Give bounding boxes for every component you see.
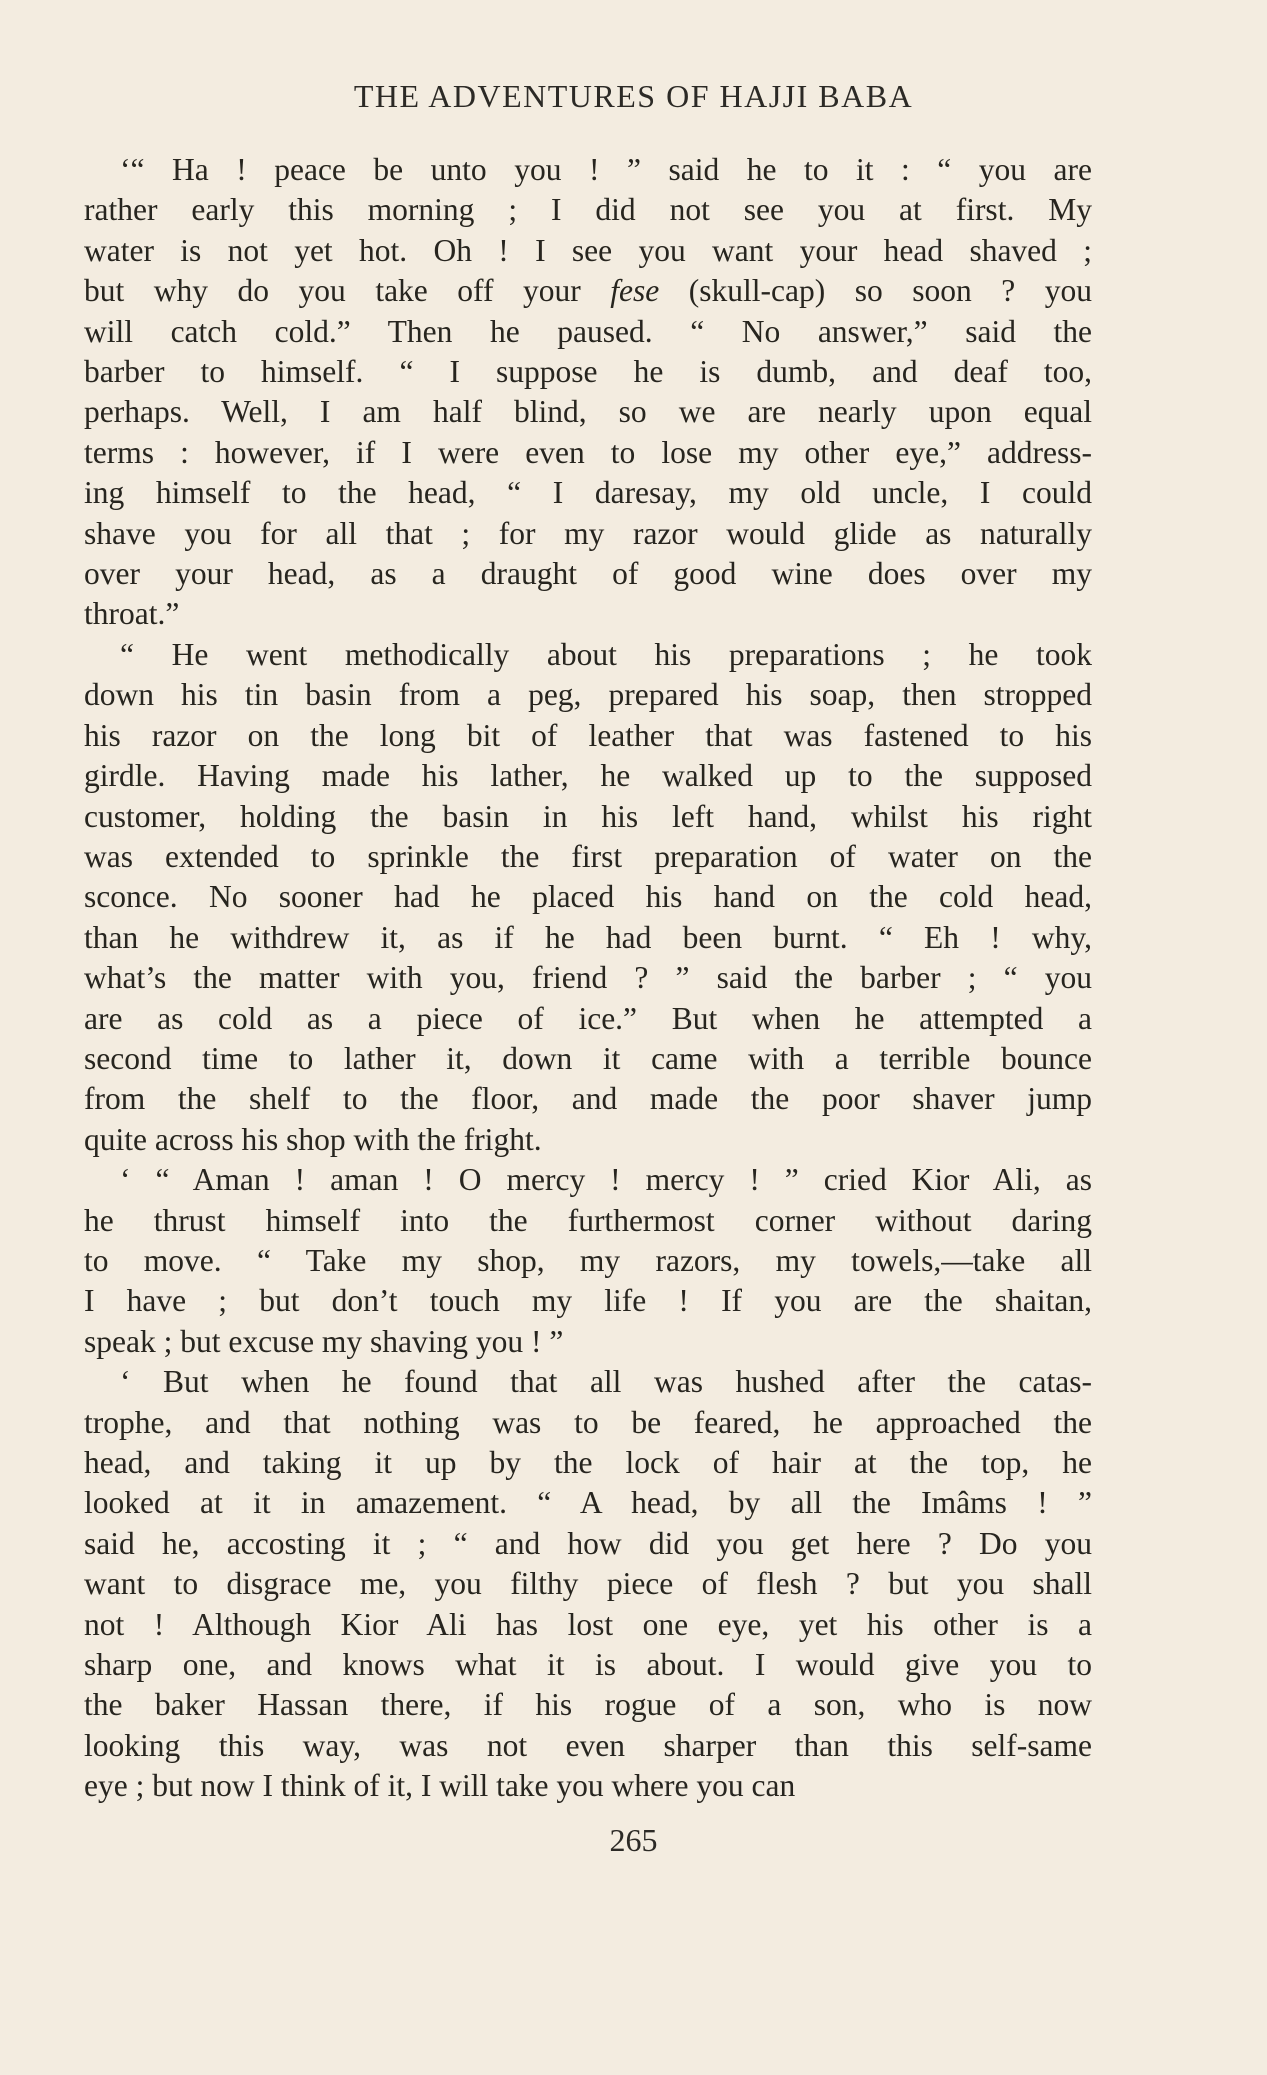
text-line: the baker Hassan there, if his rogue of a son, who is now (84, 1687, 1092, 1723)
text-line: shave you for all that ; for my razor would glide as naturally (84, 515, 1092, 551)
text-line: speak ; but excuse my shaving you ! ” (84, 1323, 564, 1359)
text-line: trophe, and that nothing was to be feared, he approached the (84, 1404, 1092, 1440)
text-line: looking this way, was not even sharper than this self-same (84, 1727, 1092, 1763)
paragraph (84, 1362, 1092, 1806)
text-line: terms : however, if I were even to lose my other eye,” address- (84, 434, 1092, 470)
text-line: perhaps. Well, I am half blind, so we are nearly upon equal (84, 394, 1092, 430)
text-line: eye ; but now I think of it, I will take you where you can (84, 1768, 796, 1804)
text-line: water is not yet hot. Oh ! I see you want your head shaved ; (84, 232, 1092, 268)
text-line: ‘“ Ha ! peace be unto you ! ” said he to it : “ you are (120, 152, 1092, 187)
text-line: to move. “ Take my shop, my razors, my towels,—take all (84, 1242, 1092, 1278)
text-line: was extended to sprinkle the first preparation of water on the (84, 838, 1092, 874)
text-line: rather early this morning ; I did not see you at first. My (84, 192, 1092, 228)
text-line: ing himself to the head, “ I daresay, my old uncle, I could (84, 475, 1092, 511)
paragraph (84, 635, 1092, 1160)
text-line: customer, holding the basin in his left hand, whilst his right (84, 798, 1092, 834)
text-line: but why do you take off your fese (skull-cap) so soon ? you (84, 273, 1092, 309)
body-text (84, 150, 1092, 1807)
text-line: quite across his shop with the fright. (84, 1121, 542, 1157)
text-line: from the shelf to the floor, and made the poor shaver jump (84, 1081, 1092, 1117)
text-line: than he withdrew it, as if he had been burnt. “ Eh ! why, (84, 919, 1092, 955)
text-line: sconce. No sooner had he placed his hand on the cold head, (84, 879, 1092, 915)
running-head: THE ADVENTURES OF HAJJI BABA (353, 78, 914, 114)
text-line: are as cold as a piece of ice.” But when he attempted a (84, 1000, 1092, 1036)
text-line: I have ; but don’t touch my life ! If you are the shaitan, (84, 1283, 1092, 1319)
text-line: head, and taking it up by the lock of hair at the top, he (84, 1445, 1092, 1480)
text-line: “ He went methodically about his preparations ; he took (120, 636, 1092, 672)
text-line: throat.” (84, 596, 180, 632)
text-line: not ! Although Kior Ali has lost one eye, yet his other is a (84, 1606, 1092, 1642)
text-line: his razor on the long bit of leather that was fastened to his (84, 717, 1092, 753)
page-number: 265 (609, 1822, 658, 1858)
text-line: what’s the matter with you, friend ? ” said the barber ; “ you (84, 960, 1092, 996)
paragraph (84, 1160, 1092, 1362)
text-line: down his tin basin from a peg, prepared his soap, then stropped (84, 677, 1092, 713)
text-line: over your head, as a draught of good wine does over my (84, 556, 1092, 592)
text-line: second time to lather it, down it came with a terrible bounce (84, 1040, 1092, 1076)
text-line: ‘ But when he found that all was hushed after the catas- (120, 1364, 1092, 1400)
text-line: girdle. Having made his lather, he walked up to the supposed (84, 758, 1092, 794)
text-line: will catch cold.” Then he paused. “ No answer,” said the (84, 313, 1092, 349)
text-line: barber to himself. “ I suppose he is dumb, and deaf too, (84, 354, 1092, 390)
italic-word: fese (610, 273, 660, 309)
text-line: said he, accosting it ; “ and how did you get here ? Do you (84, 1525, 1092, 1561)
text-line: want to disgrace me, you filthy piece of flesh ? but you shall (84, 1566, 1092, 1602)
text-line: ‘ “ Aman ! aman ! O mercy ! mercy ! ” cried Kior Ali, as (120, 1162, 1092, 1198)
paragraph (84, 150, 1092, 635)
text-line: sharp one, and knows what it is about. I would give you to (84, 1647, 1092, 1683)
text-line: he thrust himself into the furthermost corner without daring (84, 1202, 1092, 1238)
text-line: looked at it in amazement. “ A head, by all the Imâms ! ” (84, 1485, 1092, 1521)
